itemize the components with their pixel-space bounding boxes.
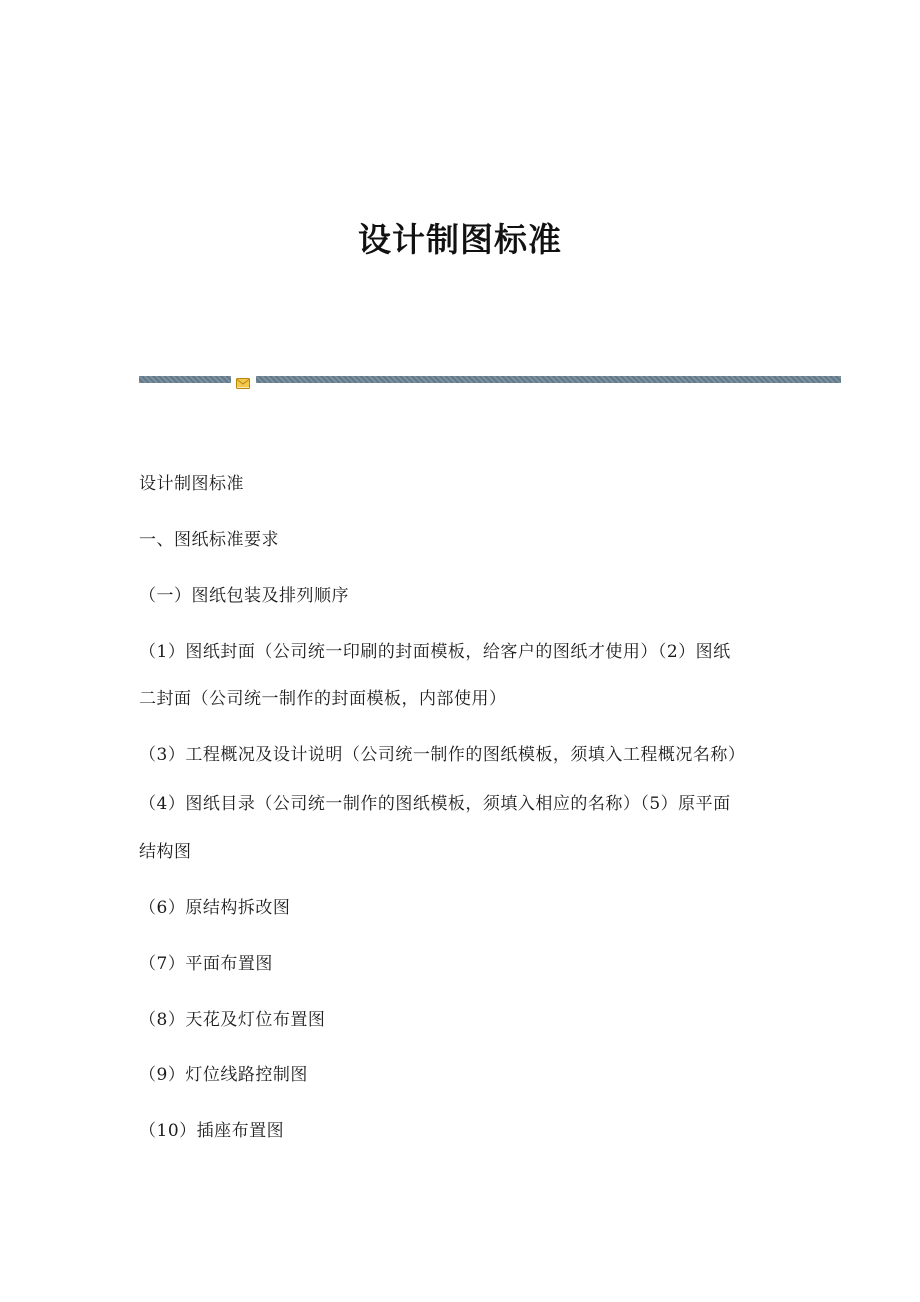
body-line-item-10: （10）插座布置图: [139, 1121, 285, 1141]
body-line-item-3: （3）工程概况及设计说明（公司统一制作的图纸模板，须填入工程概况名称）: [139, 745, 746, 765]
body-line-subsection-1: （一）图纸包装及排列顺序: [139, 586, 349, 606]
document-title: 设计制图标准: [358, 220, 562, 259]
body-line-item-6: （6）原结构拆改图: [139, 898, 291, 918]
envelope-icon-svg: [236, 378, 250, 389]
divider-bar-left: [139, 376, 231, 383]
body-line-item-9: （9）灯位线路控制图: [139, 1065, 308, 1085]
body-line-section-1: 一、图纸标准要求: [139, 530, 279, 550]
body-line-item-2-cont: 二封面（公司统一制作的封面模板，内部使用）: [139, 689, 507, 709]
envelope-icon: [236, 374, 250, 385]
title-divider: [139, 374, 841, 386]
body-line-item-5-cont: 结构图: [139, 842, 192, 862]
divider-bar-right: [256, 376, 841, 383]
body-line-item-8: （8）天花及灯位布置图: [139, 1010, 326, 1030]
body-line-item-4-5: （4）图纸目录（公司统一制作的图纸模板，须填入相应的名称）（5）原平面: [139, 794, 731, 814]
body-line-item-1-2: （1）图纸封面（公司统一印刷的封面模板，给客户的图纸才使用）（2）图纸: [139, 642, 731, 662]
body-line-heading: 设计制图标准: [139, 474, 244, 494]
body-line-item-7: （7）平面布置图: [139, 954, 273, 974]
